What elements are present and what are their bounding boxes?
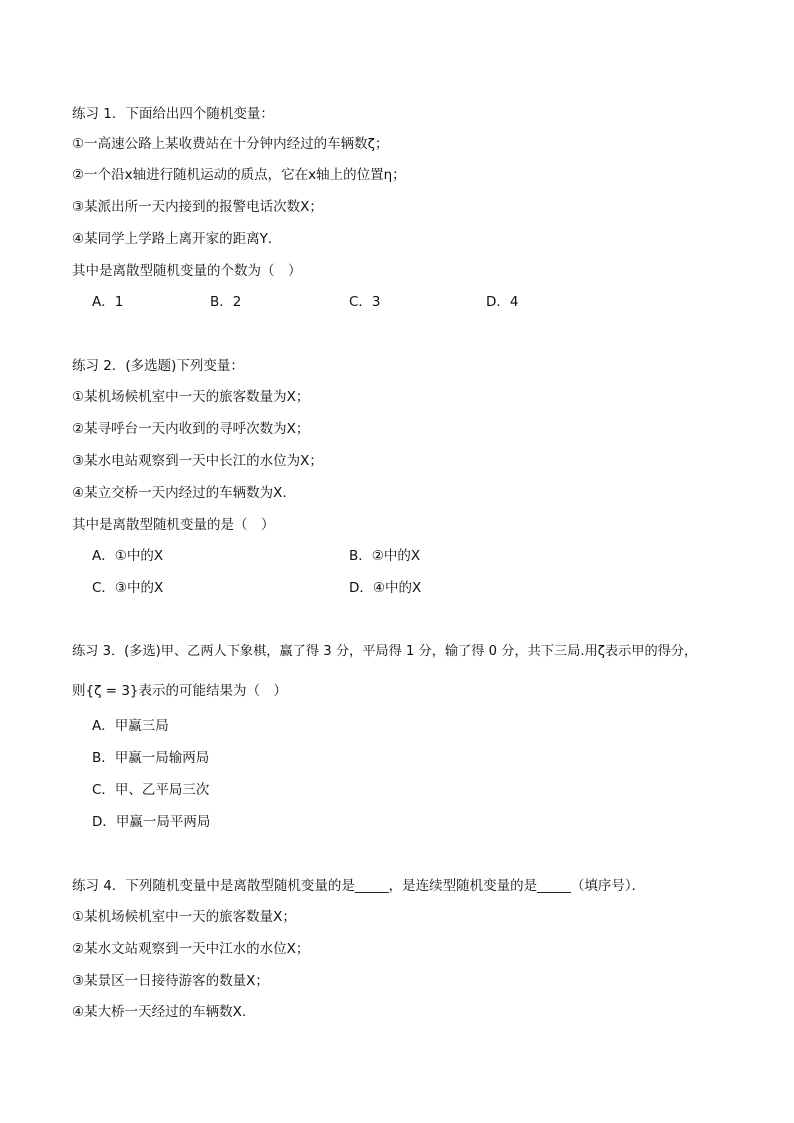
exercise-2-title: 练习 2．(多选题)下列变量： bbox=[72, 358, 244, 374]
exercise-1-option-b: B．2 bbox=[210, 294, 242, 310]
exercise-1-question: 其中是离散型随机变量的个数为（ ） bbox=[72, 263, 302, 279]
exercise-1-item-3: ③某派出所一天内接到的报警电话次数X； bbox=[72, 199, 323, 215]
exercise-1-option-c: C．3 bbox=[349, 294, 381, 310]
exercise-3-question: 则{ζ = 3}表示的可能结果为（ ） bbox=[72, 683, 288, 699]
exercise-4-item-3: ③某景区一日接待游客的数量X； bbox=[72, 973, 269, 989]
exercise-3-option-c: C．甲、乙平局三次 bbox=[92, 782, 210, 798]
exercise-2-option-a: A．①中的X bbox=[92, 548, 164, 564]
exercise-2-option-d: D．④中的X bbox=[349, 580, 422, 596]
exercise-4-title: 练习 4．下列随机变量中是离散型随机变量的是_____，是连续型随机变量的是_____（填序号）． bbox=[72, 878, 646, 894]
exercise-4-item-2: ②某水文站观察到一天中江水的水位X； bbox=[72, 941, 310, 957]
exercise-2-option-b: B．②中的X bbox=[349, 548, 421, 564]
exercise-3-title: 练习 3．(多选)甲、乙两人下象棋，赢了得 3 分，平局得 1 分，输了得 0 分，共下三局.用ζ表示甲的得分， bbox=[72, 644, 698, 659]
exercise-1-item-2: ②一个沿x轴进行随机运动的质点，它在x轴上的位置η； bbox=[72, 167, 406, 183]
exercise-2-item-3: ③某水电站观察到一天中长江的水位为X； bbox=[72, 453, 323, 469]
exercise-1-option-a: A．1 bbox=[92, 294, 124, 310]
exercise-3-option-d: D．甲赢一局平两局 bbox=[92, 814, 211, 830]
exercise-1-item-4: ④某同学上学路上离开家的距离Y． bbox=[72, 231, 282, 247]
exercise-2-item-2: ②某寻呼台一天内收到的寻呼次数为X； bbox=[72, 421, 310, 437]
exercise-3-option-a: A．甲赢三局 bbox=[92, 718, 169, 734]
exercise-2-question: 其中是离散型随机变量的是（ ） bbox=[72, 517, 275, 533]
exercise-2-item-4: ④某立交桥一天内经过的车辆数为X. bbox=[72, 485, 287, 501]
exercise-1-option-d: D．4 bbox=[486, 294, 519, 310]
exercise-3-option-b: B．甲赢一局输两局 bbox=[92, 750, 210, 766]
exercise-4-item-4: ④某大桥一天经过的车辆数X. bbox=[72, 1004, 247, 1020]
exercise-4-item-1: ①某机场候机室中一天的旅客数量X； bbox=[72, 909, 296, 925]
exercise-2-option-c: C．③中的X bbox=[92, 580, 164, 596]
exercise-1-title: 练习 1．下面给出四个随机变量： bbox=[72, 106, 274, 122]
exercise-1-item-1: ①一高速公路上某收费站在十分钟内经过的车辆数ζ； bbox=[72, 136, 389, 152]
exercise-2-item-1: ①某机场候机室中一天的旅客数量为X； bbox=[72, 389, 310, 405]
